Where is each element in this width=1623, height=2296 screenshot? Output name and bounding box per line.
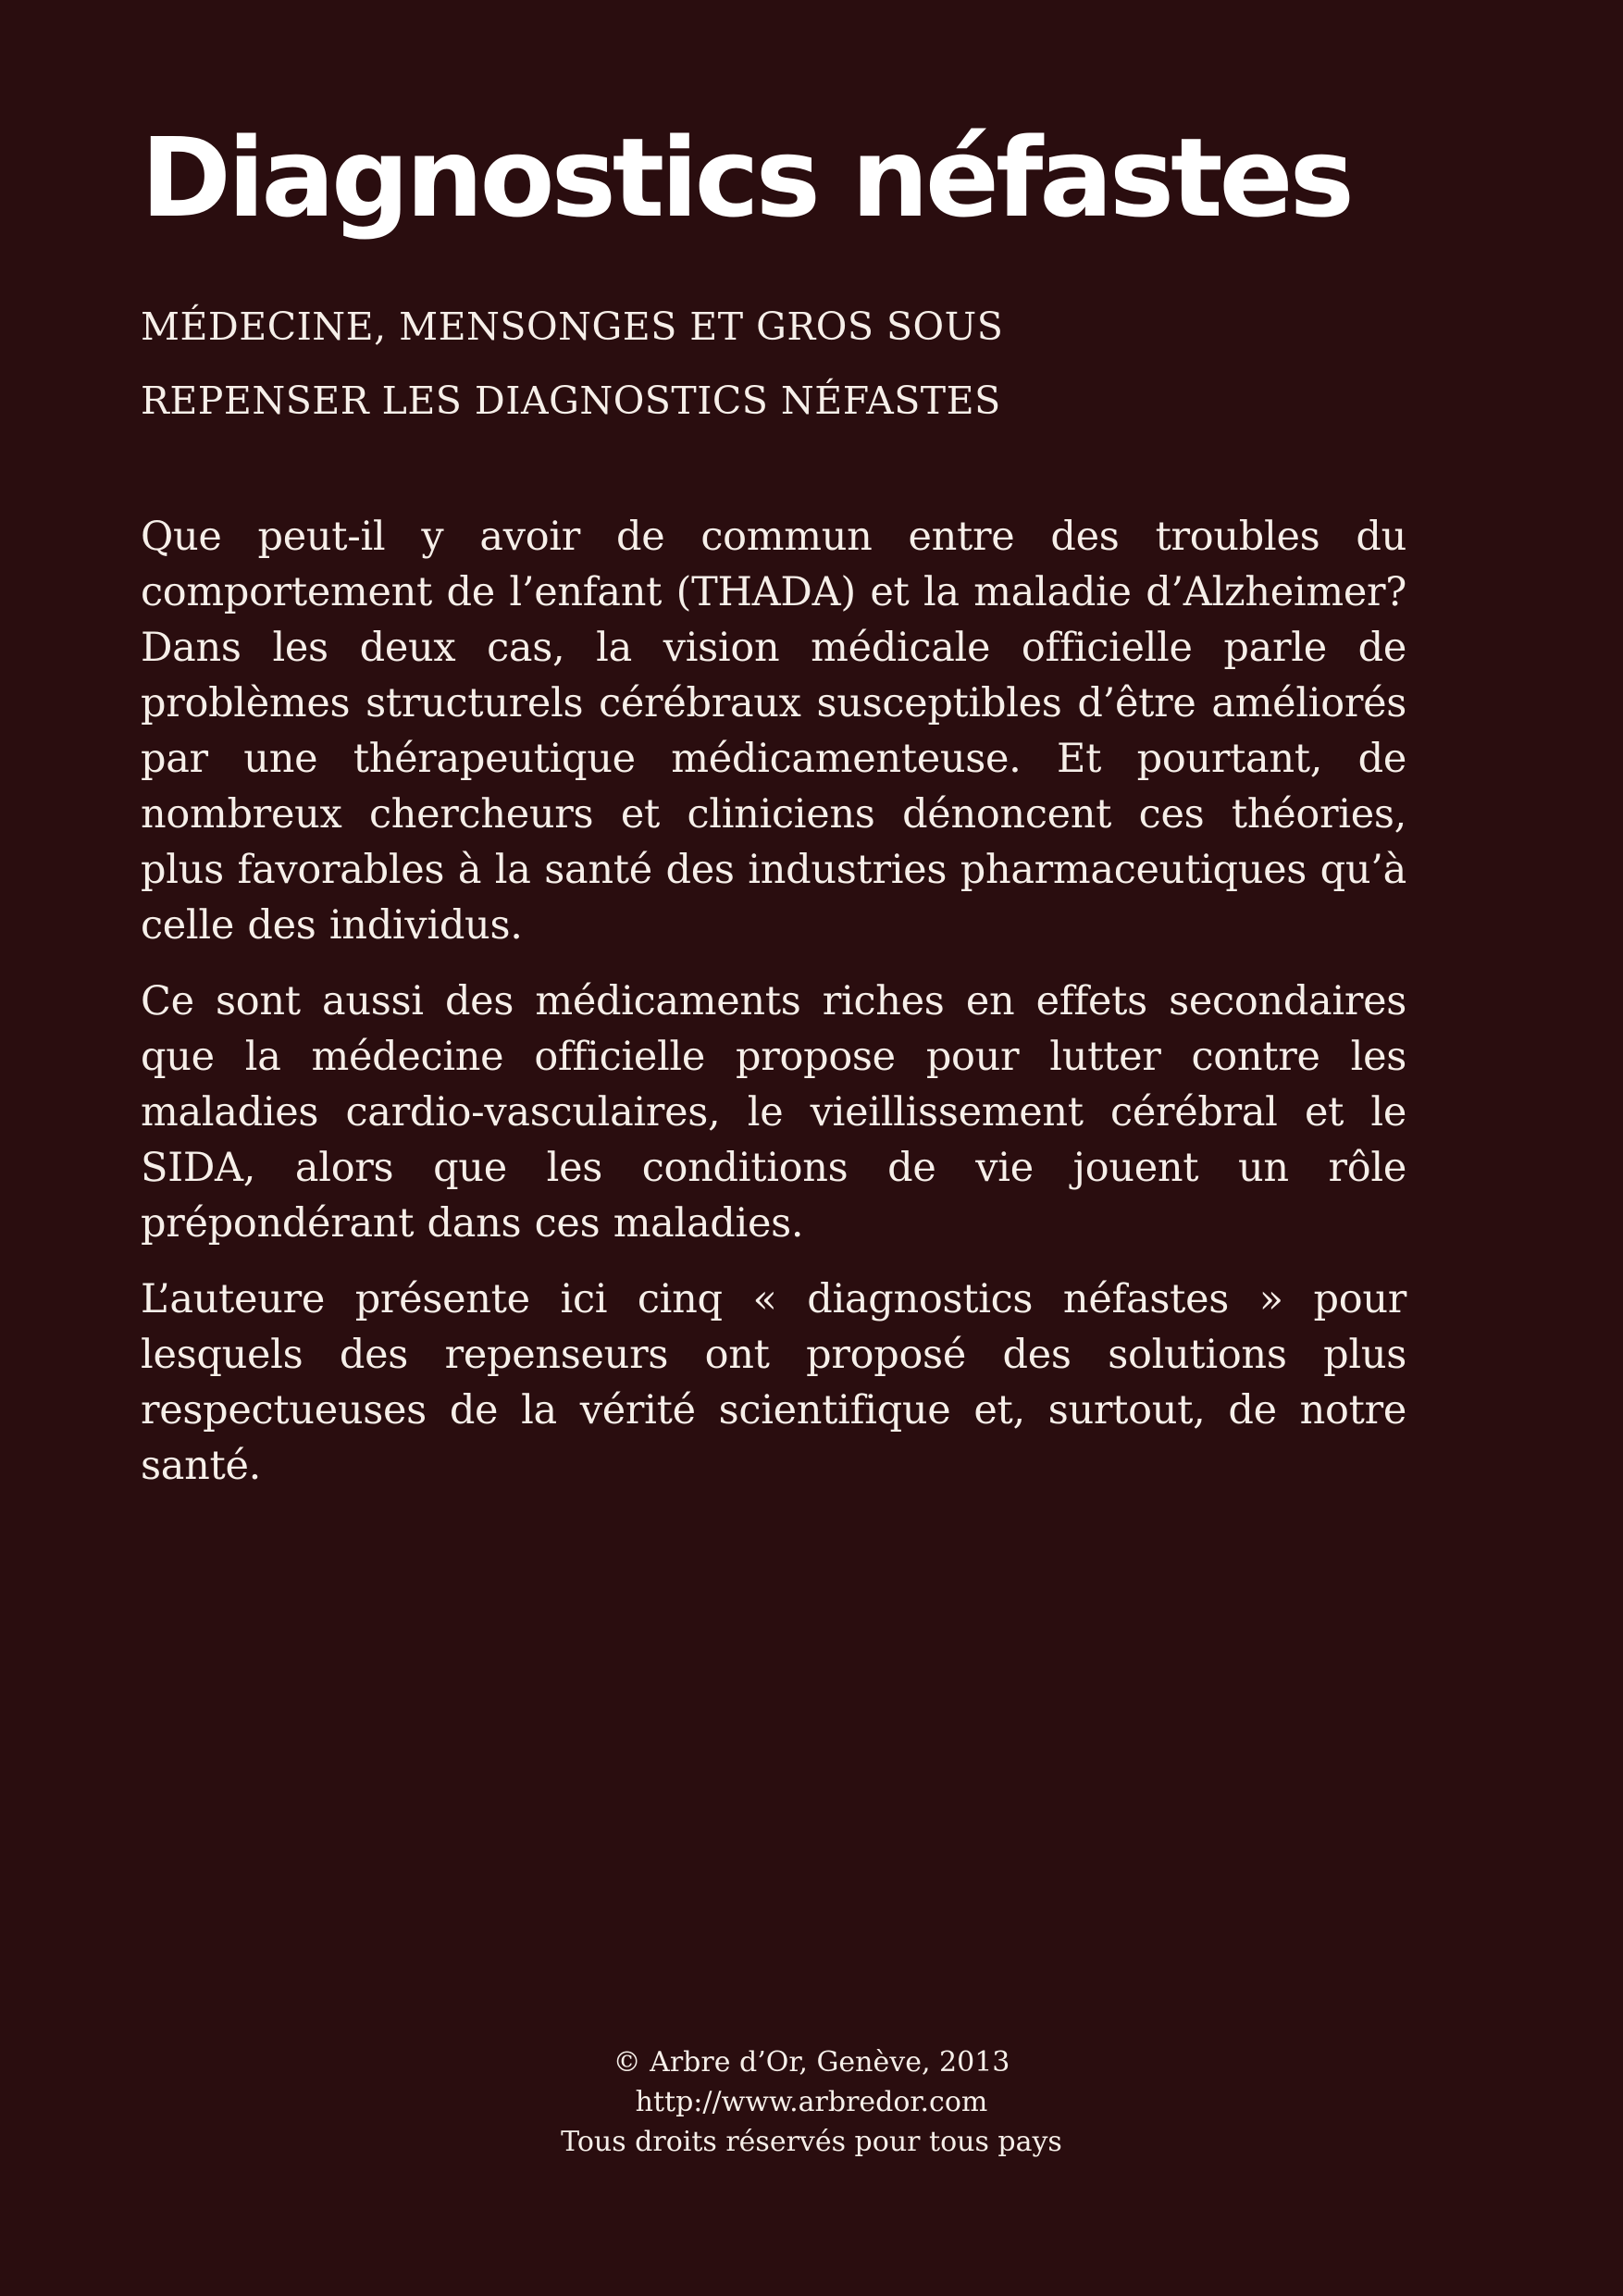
subtitle-block — [141, 290, 1003, 438]
rights-line: Tous droits réservés pour tous pays — [561, 2126, 1062, 2158]
blurb — [141, 509, 1406, 1514]
blurb-paragraph-2: Ce sont aussi des médicaments riches en effets secondaires que la médecine officielle propose pour lutter contre les maladies cardio-vasculaires, le vieillissement cérébral et le SIDA, alors que les conditions de vie jouent un rôle prépondérant dans ces maladies. — [141, 978, 1406, 1247]
subtitle-line-2: REPENSER LES DIAGNOSTICS NÉFASTES — [141, 379, 1001, 423]
blurb-paragraph-1: Que peut-il y avoir de commun entre des troubles du comportement de l’enfant (THADA) et la maladie d’Alzheimer? Dans les deux cas, la vision médicale officielle parle de problèmes structurels cérébraux susceptibles d’être améliorés par une thérapeutique médicamenteuse. Et pourtant, de nombreux chercheurs et cliniciens dénoncent ces théories, plus favorables à la santé des industries pharmaceutiques qu’à celle des individus. — [141, 514, 1406, 949]
publisher-url: http://www.arbredor.com — [635, 2086, 988, 2118]
blurb-paragraph-3: L’auteure présente ici cinq « diagnostics néfastes » pour lesquels des repenseurs ont proposé des solutions plus respectueuses de la vérité scientifique et, surtout, de notre santé. — [141, 1276, 1406, 1489]
subtitle-line-1: MÉDECINE, MENSONGES ET GROS SOUS — [141, 304, 1004, 349]
book-title: Diagnostics néfastes — [141, 114, 1351, 242]
publisher-footer — [0, 2042, 1623, 2162]
copyright-line: © Arbre d’Or, Genève, 2013 — [613, 2046, 1010, 2079]
